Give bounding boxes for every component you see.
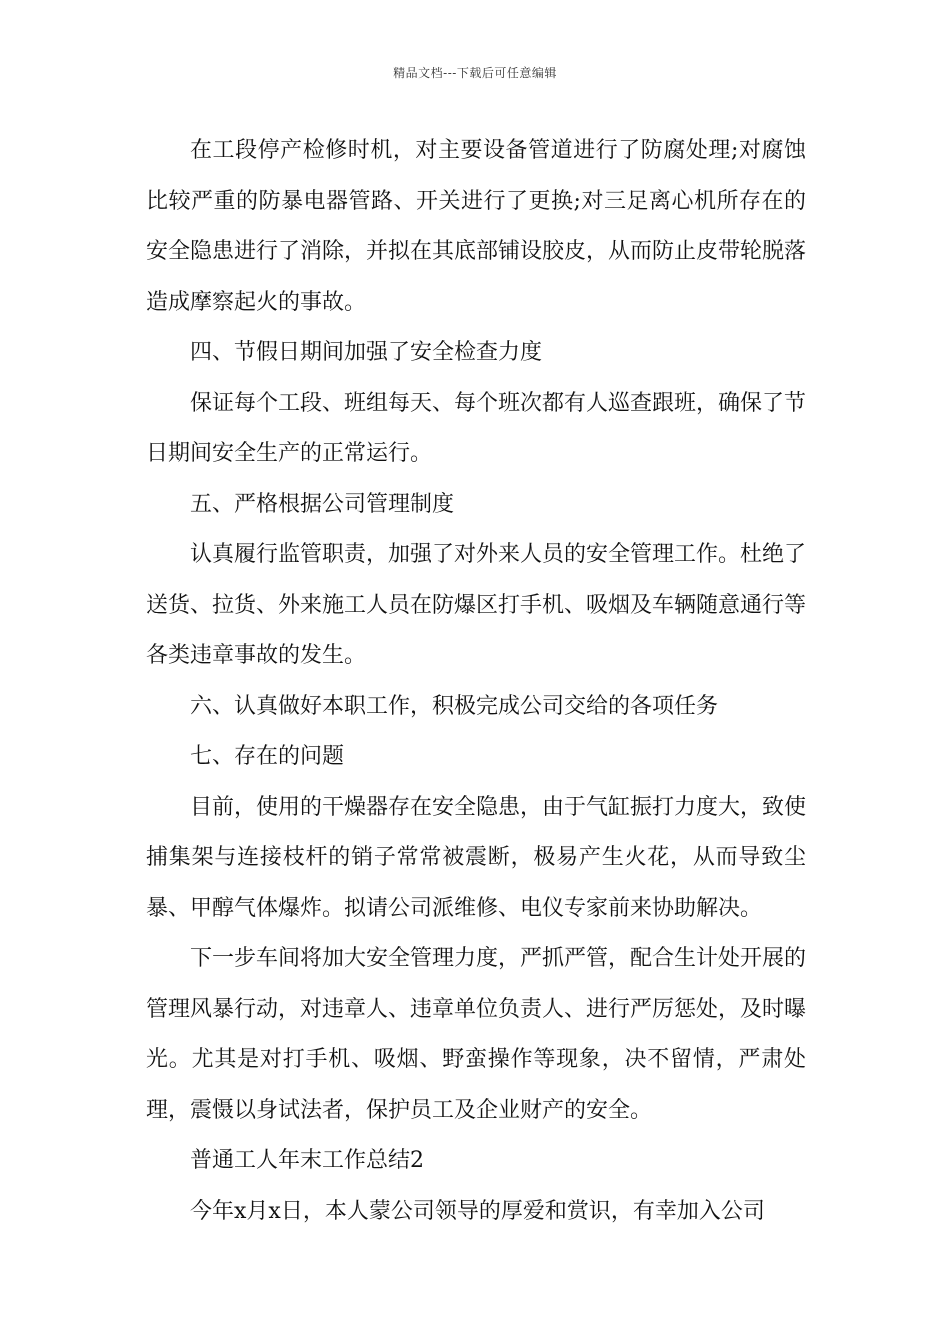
paragraph-problems: 目前，使用的干燥器存在安全隐患，由于气缸振打力度大，致使捕集架与连接枝杆的销子常常被震断，极易产生火花，从而导致尘暴、甲醇气体爆炸。拟请公司派维修、电仪专家前来协助解决。 bbox=[146, 794, 807, 921]
section-heading-holiday-inspection: 四、节假日期间加强了安全检查力度 bbox=[190, 340, 543, 365]
section-heading-duties: 六、认真做好本职工作，积极完成公司交给的各项任务 bbox=[190, 693, 719, 719]
paragraph-holiday-inspection: 保证每个工段、班组每天、每个班次都有人巡查跟班，确保了节日期间安全生产的正常运行。 bbox=[146, 390, 807, 466]
section-heading-problems: 七、存在的问题 bbox=[190, 744, 345, 769]
page-header: 精品文档---下载后可任意编辑 bbox=[393, 66, 557, 80]
section-heading-management-system: 五、严格根据公司管理制度 bbox=[190, 491, 455, 517]
paragraph-next-steps: 下一步车间将加大安全管理力度，严抓严管，配合生计处开展的管理风暴行动，对违章人、违章单位负责人、进行严厉惩处，及时曝光。尤其是对打手机、吸烟、野蛮操作等现象，决不留情，严肃处理，震慑以身试法者，保护员工及企业财产的安全。 bbox=[146, 946, 807, 1123]
paragraph-intro: 今年x月x日，本人蒙公司领导的厚爱和赏识，有幸加入公司 bbox=[190, 1198, 765, 1224]
paragraph-maintenance: 在工段停产检修时机，对主要设备管道进行了防腐处理;对腐蚀比较严重的防暴电器管路、开关进行了更换;对三足离心机所存在的安全隐患进行了消除，并拟在其底部铺设胶皮，从而防止皮带轮脱落造成摩察起火的事故。 bbox=[146, 138, 807, 315]
paragraph-supervision: 认真履行监管职责，加强了对外来人员的安全管理工作。杜绝了送货、拉货、外来施工人员在防爆区打手机、吸烟及车辆随意通行等各类违章事故的发生。 bbox=[146, 542, 807, 668]
document-subtitle: 普通工人年末工作总结2 bbox=[190, 1148, 424, 1173]
document-body bbox=[146, 126, 806, 1237]
